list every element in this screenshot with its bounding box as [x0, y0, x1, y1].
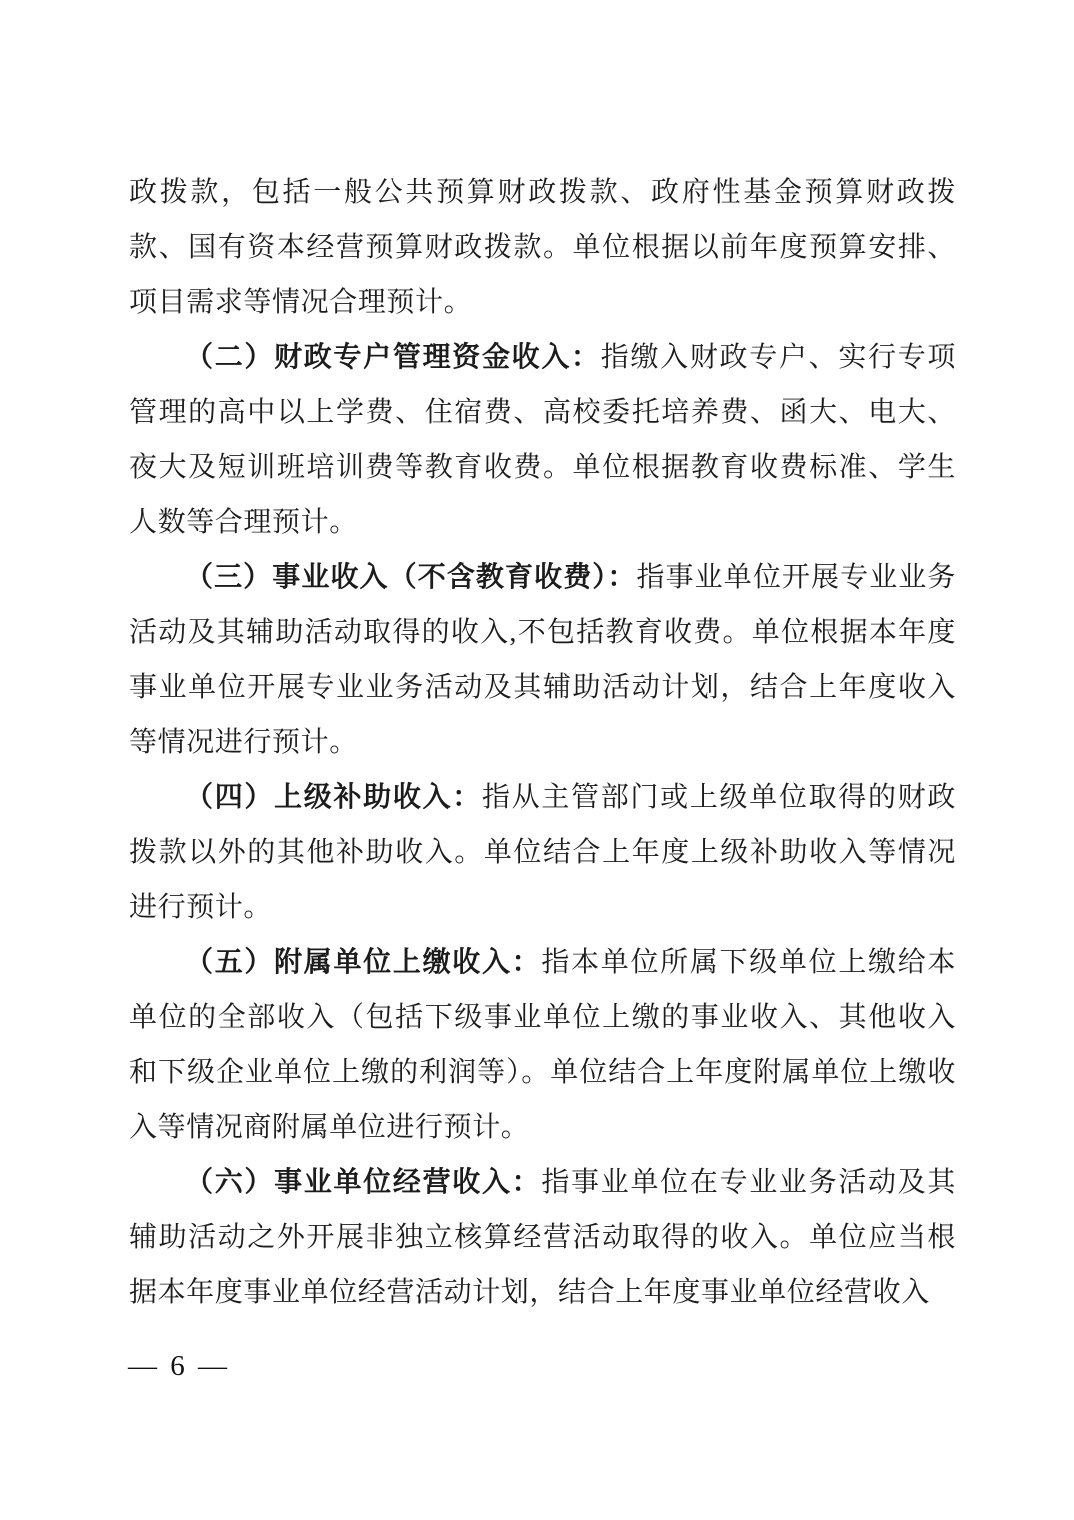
paragraph-text: 指事业单位开展专业业务活动及其辅助活动取得的收入,不包括教育收费。单位根据本年度事业单位开展专业业务活动及其辅助活动计划，结合上年度收入等情况进行预计。 [129, 562, 956, 758]
paragraph-affiliated-unit-remittance-income [129, 935, 956, 1155]
paragraph-lead: （六）事业单位经营收入： [185, 1167, 542, 1198]
paragraph-lead: （五）附属单位上缴收入： [185, 947, 542, 978]
paragraph-text: 指事业单位在专业业务活动及其辅助活动之外开展非独立核算经营活动取得的收入。单位应当根据本年度事业单位经营活动计划，结合上年度事业单位经营收入 [129, 1167, 957, 1308]
paragraph-superior-subsidy-income [129, 770, 956, 935]
paragraph-institution-operating-income [129, 1155, 956, 1320]
paragraph-lead: （二）财政专户管理资金收入： [185, 342, 601, 373]
paragraph-text: 政拨款，包括一般公共预算财政拨款、政府性基金预算财政拨款、国有资本经营预算财政拨款。单位根据以前年度预算安排、项目需求等情况合理预计。 [129, 177, 956, 318]
paragraph-lead: （三）事业收入（不含教育收费）： [185, 562, 637, 593]
paragraph-text: 指从主管部门或上级单位取得的财政拨款以外的其他补助收入。单位结合上年度上级补助收入等情况进行预计。 [129, 782, 956, 923]
paragraph-lead: （四）上级补助收入： [185, 782, 482, 813]
paragraph-fiscal-appropriation-continuation [129, 165, 956, 330]
paragraph-institution-income [129, 550, 956, 770]
paragraph-text: 指本单位所属下级单位上缴给本单位的全部收入（包括下级事业单位上缴的事业收入、其他收入和下级企业单位上缴的利润等）。单位结合上年度附属单位上缴收入等情况商附属单位进行预计。 [129, 947, 957, 1143]
paragraph-fiscal-special-account-income [129, 330, 956, 550]
page-number: — 6 — [128, 1350, 230, 1382]
paragraph-text: 指缴入财政专户、实行专项管理的高中以上学费、住宿费、高校委托培养费、函大、电大、夜大及短训班培训费等教育收费。单位根据教育收费标准、学生人数等合理预计。 [129, 342, 957, 538]
document-body [129, 165, 956, 1320]
